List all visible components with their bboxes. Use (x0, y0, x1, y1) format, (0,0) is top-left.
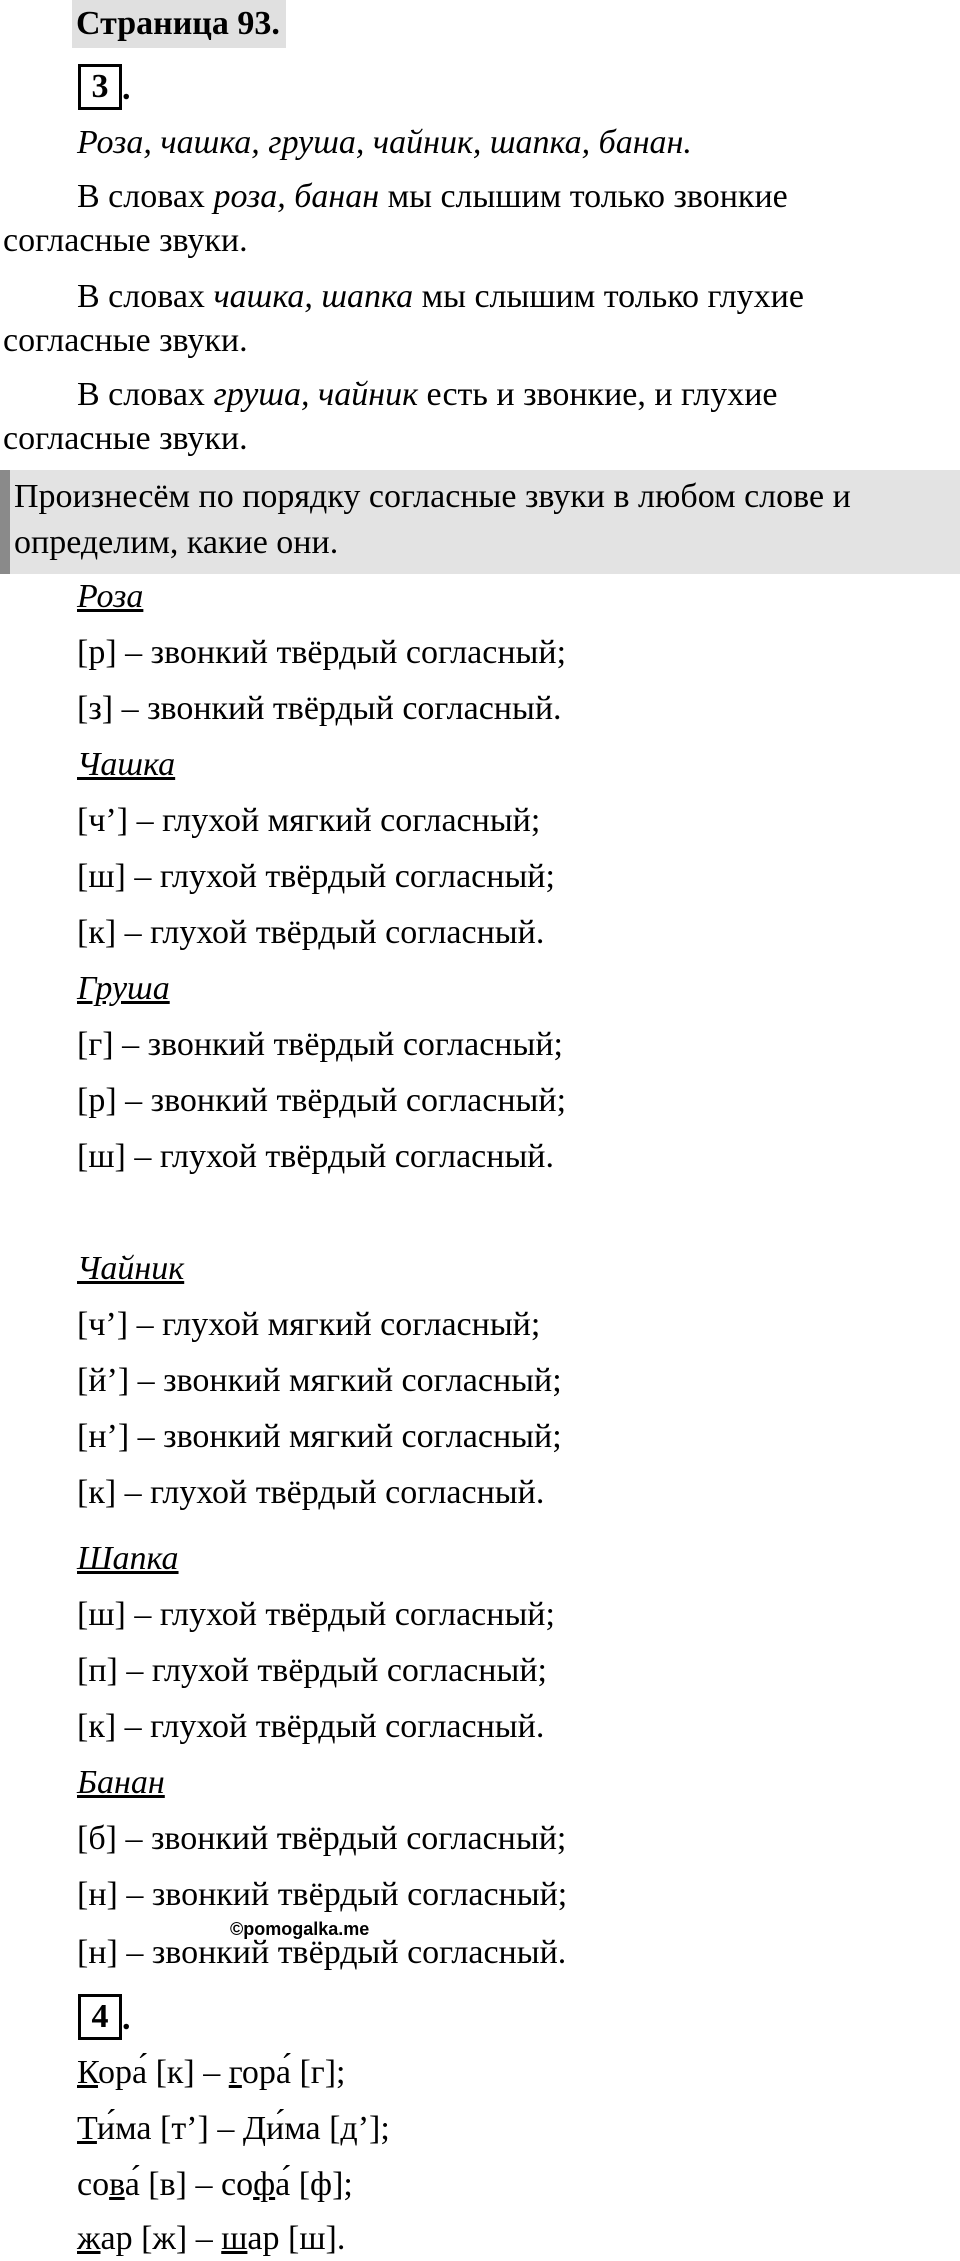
pair-word-b: и́ма [д’]; (266, 2110, 390, 2147)
paragraph-3-line-2: согласные звуки. (3, 420, 248, 457)
p1-prefix: В словах (77, 178, 214, 215)
paragraph-2-line-2: согласные звуки. (3, 322, 248, 359)
sound-line: [б] – звонкий твёрдый согласный; (77, 1820, 567, 1857)
sound-line: [ш] – глухой твёрдый согласный. (77, 1138, 554, 1175)
pair-line-4 (77, 2218, 345, 2261)
sound-line: [р] – звонкий твёрдый согласный; (77, 1082, 567, 1119)
sound-line: [з] – звонкий твёрдый согласный. (77, 690, 562, 727)
paragraph-2-line-1 (77, 276, 804, 319)
p3-prefix: В словах (77, 376, 214, 413)
word-heading-grusha: Груша (77, 970, 170, 1007)
paragraph-1-line-1 (77, 176, 788, 219)
pair-word-a: а́ [в] (124, 2166, 187, 2203)
pair-dash: – (208, 2110, 243, 2147)
task-number-dot: . (122, 70, 131, 107)
paragraph-3-line-1 (77, 374, 778, 417)
underlined-letter: в (109, 2166, 125, 2203)
sound-line: [к] – глухой твёрдый согласный. (77, 1708, 545, 1745)
word-heading-roza: Роза (77, 578, 144, 615)
pair-dash: – (187, 2166, 221, 2203)
p2-prefix: В словах (77, 278, 214, 315)
pair-prefix: со (221, 2166, 254, 2203)
task-number-box: 4 (78, 1994, 122, 2040)
pair-word-a: ар [ж] (100, 2220, 188, 2257)
watermark: ©pomogalka.me (230, 1919, 370, 1939)
underlined-letter: К (77, 2054, 98, 2091)
sound-line: [ч’] – глухой мягкий согласный; (77, 1306, 541, 1343)
hint-line-1: Произнесём по порядку согласные звуки в любом слове и (14, 478, 851, 515)
sound-line: [г] – звонкий твёрдый согласный; (77, 1026, 563, 1063)
word-heading-shapka: Шапка (77, 1540, 179, 1577)
sound-line: [й’] – звонкий мягкий согласный; (77, 1362, 562, 1399)
p3-rest: есть и звонкие, и глухие (418, 376, 778, 413)
p2-words: чашка, шапка (213, 278, 414, 315)
paragraph-1-line-2: согласные звуки. (3, 222, 248, 259)
pair-word-a: ора́ [к] (97, 2054, 195, 2091)
pair-word-b: ар [ш]. (247, 2220, 346, 2257)
underlined-letter: Д (242, 2110, 267, 2147)
sound-line: [р] – звонкий твёрдый согласный; (77, 634, 567, 671)
pair-word-b: ора́ [г]; (241, 2054, 346, 2091)
word-heading-banan: Банан (77, 1764, 165, 1801)
underlined-letter: Т (77, 2110, 97, 2147)
word-heading-chashka: Чашка (77, 746, 176, 783)
pair-line-1 (77, 2052, 346, 2095)
hint-box (0, 470, 960, 574)
task-number-box: 3 (78, 64, 122, 110)
sound-line: [н’] – звонкий мягкий согласный; (77, 1418, 562, 1455)
p1-words: роза, банан (213, 178, 380, 215)
words-list: Роза, чашка, груша, чайник, шапка, банан. (77, 124, 692, 161)
sound-line: [к] – глухой твёрдый согласный. (77, 1474, 545, 1511)
pair-dash: – (187, 2220, 222, 2257)
underlined-letter: ш (221, 2220, 248, 2257)
pair-word-b: а́ [ф]; (275, 2166, 353, 2203)
task-number-dot: . (122, 2000, 131, 2037)
p3-words: груша, чайник (213, 376, 419, 413)
word-heading-chaynik: Чайник (77, 1250, 185, 1287)
underlined-letter: ф (253, 2166, 276, 2203)
page-heading: Страница 93. (72, 0, 286, 48)
sound-line: [ч’] – глухой мягкий согласный; (77, 802, 541, 839)
sound-line: [п] – глухой твёрдый согласный; (77, 1652, 547, 1689)
sound-line: [ш] – глухой твёрдый согласный; (77, 1596, 555, 1633)
underlined-letter: г (228, 2054, 242, 2091)
pair-line-2 (77, 2108, 390, 2151)
pair-dash: – (194, 2054, 229, 2091)
sound-line: [н] – звонкий твёрдый согласный. (77, 1934, 567, 1971)
hint-line-2: определим, какие они. (14, 524, 339, 561)
pair-word-a: и́ма [т’] (96, 2110, 209, 2147)
pair-line-3 (77, 2164, 353, 2207)
sound-line: [к] – глухой твёрдый согласный. (77, 914, 545, 951)
p2-rest: мы слышим только глухие (413, 278, 804, 315)
sound-line: [ш] – глухой твёрдый согласный; (77, 858, 555, 895)
p1-rest: мы слышим только звонкие (379, 178, 788, 215)
pair-prefix: со (77, 2166, 110, 2203)
hint-bar (0, 470, 10, 574)
sound-line: [н] – звонкий твёрдый согласный; (77, 1876, 568, 1913)
underlined-letter: ж (77, 2220, 101, 2257)
